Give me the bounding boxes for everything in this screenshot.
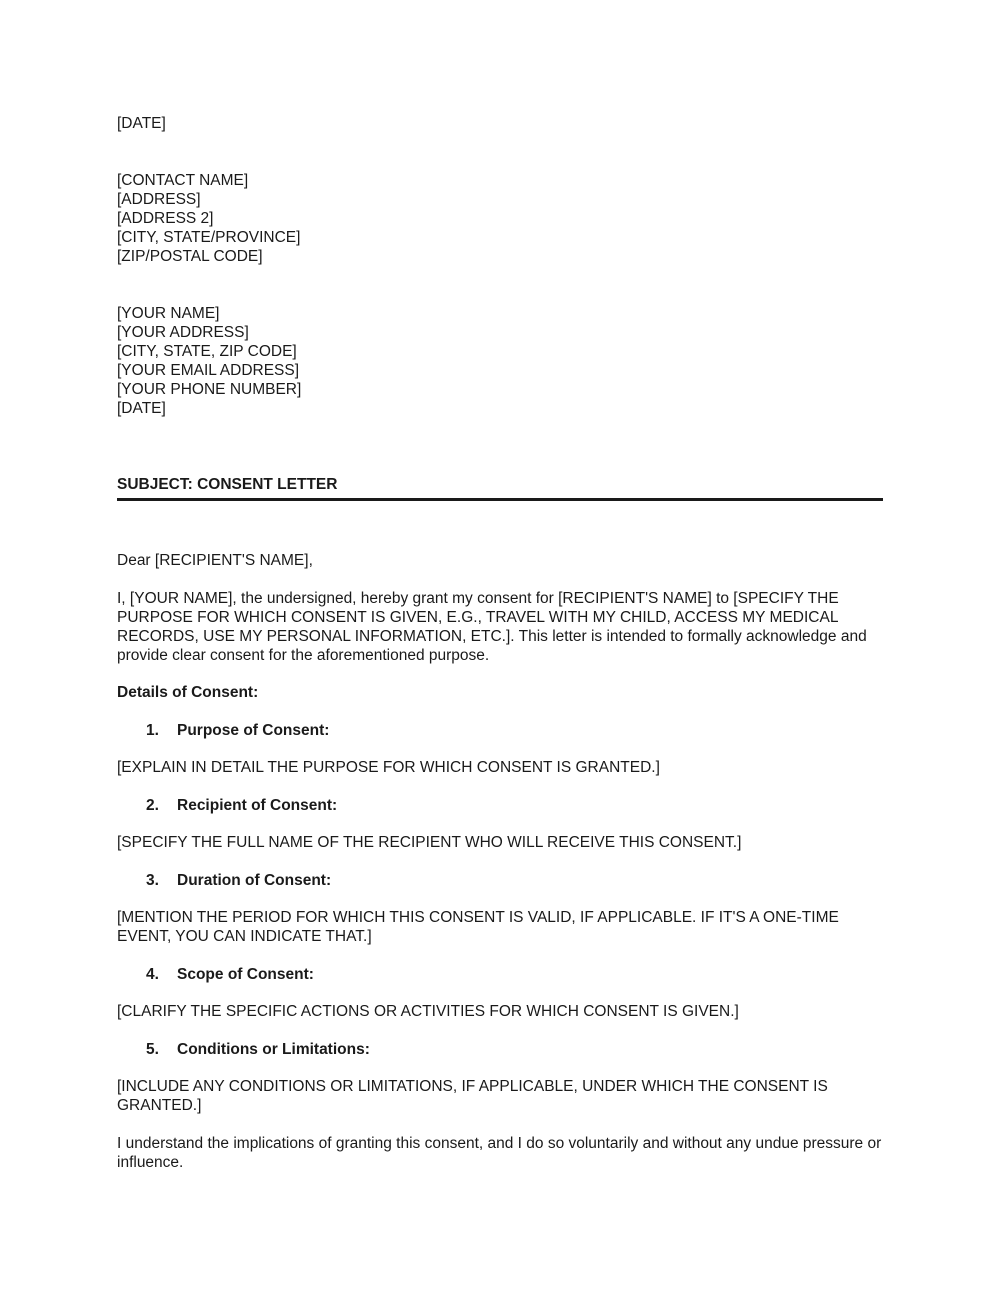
- recipient-address: [ADDRESS]: [117, 191, 201, 208]
- item-5-description: [INCLUDE ANY CONDITIONS OR LIMITATIONS, IF APPLICABLE, UNDER WHICH THE CONSENT IS GRANTED.]: [117, 1078, 828, 1114]
- sender-address: [YOUR ADDRESS]: [117, 324, 249, 341]
- item-2-number: 2.: [146, 796, 159, 814]
- item-1-description: [EXPLAIN IN DETAIL THE PURPOSE FOR WHICH CONSENT IS GRANTED.]: [117, 759, 660, 776]
- item-1-number: 1.: [146, 721, 159, 739]
- sender-phone: [YOUR PHONE NUMBER]: [117, 381, 302, 398]
- recipient-zip-code: [ZIP/POSTAL CODE]: [117, 248, 263, 265]
- item-5-title: Conditions or Limitations:: [177, 1040, 370, 1058]
- item-3-description: [MENTION THE PERIOD FOR WHICH THIS CONSENT IS VALID, IF APPLICABLE. IF IT'S A ONE-TIME EVENT, YOU CAN INDICATE THAT.]: [117, 909, 839, 945]
- sender-date: [DATE]: [117, 400, 166, 417]
- item-3-number: 3.: [146, 871, 159, 889]
- date-line: [DATE]: [117, 115, 166, 132]
- details-heading: Details of Consent:: [117, 684, 259, 701]
- item-4-description: [CLARIFY THE SPECIFIC ACTIONS OR ACTIVITIES FOR WHICH CONSENT IS GIVEN.]: [117, 1003, 739, 1020]
- sender-city-state-zip: [CITY, STATE, ZIP CODE]: [117, 343, 297, 360]
- intro-paragraph: I, [YOUR NAME], the undersigned, hereby grant my consent for [RECIPIENT'S NAME] to [SPECIFY THE PURPOSE FOR WHICH CONSENT IS GIVEN, E.G., TRAVEL WITH MY CHILD, ACCESS MY MEDICAL RECORDS, USE MY PERSONAL INFORMATION, ETC.]. This letter is intended to formally acknowledge and provide clear consent for the aforementioned purpose.: [117, 589, 867, 664]
- closing-paragraph: I understand the implications of granting this consent, and I do so voluntarily and without any undue pressure or influence.: [117, 1134, 882, 1171]
- item-3-heading: [146, 871, 883, 890]
- recipient-address-2: [ADDRESS 2]: [117, 210, 214, 227]
- item-4-number: 4.: [146, 965, 159, 983]
- item-2-description: [SPECIFY THE FULL NAME OF THE RECIPIENT WHO WILL RECEIVE THIS CONSENT.]: [117, 834, 742, 851]
- salutation: Dear [RECIPIENT'S NAME],: [117, 552, 313, 569]
- item-1-heading: [146, 721, 883, 740]
- recipient-address-block: [117, 171, 883, 266]
- recipient-city-state: [CITY, STATE/PROVINCE]: [117, 229, 301, 246]
- sender-email: [YOUR EMAIL ADDRESS]: [117, 362, 300, 379]
- item-3-title: Duration of Consent:: [177, 871, 332, 889]
- item-5-heading: [146, 1040, 883, 1059]
- sender-name: [YOUR NAME]: [117, 305, 220, 322]
- item-2-title: Recipient of Consent:: [177, 796, 338, 814]
- item-4-heading: [146, 965, 883, 984]
- item-1-title: Purpose of Consent:: [177, 721, 330, 739]
- item-2-heading: [146, 796, 883, 815]
- item-5-number: 5.: [146, 1040, 159, 1058]
- recipient-contact-name: [CONTACT NAME]: [117, 172, 249, 189]
- subject-heading: SUBJECT: CONSENT LETTER: [117, 475, 883, 501]
- sender-address-block: [117, 304, 883, 418]
- item-4-title: Scope of Consent:: [177, 965, 314, 983]
